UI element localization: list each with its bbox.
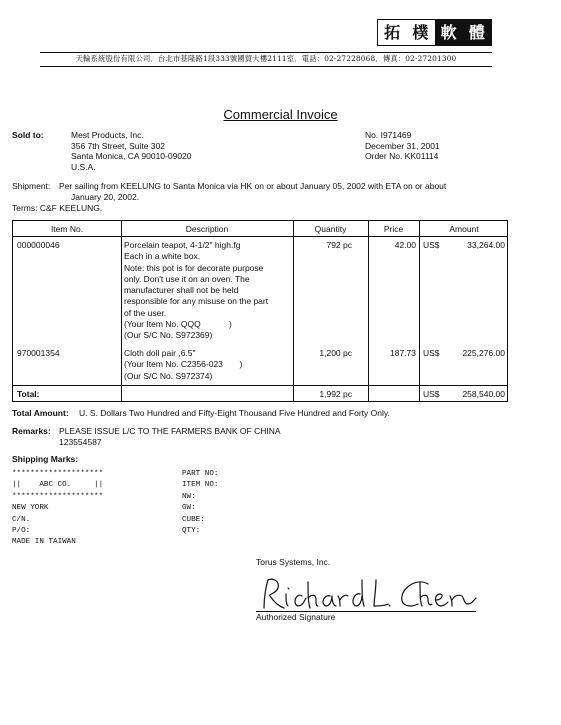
terms: Terms: C&F KEELUNG. [12, 203, 103, 213]
shipping-mark-line: ******************** [12, 492, 104, 501]
invoice-info [365, 130, 440, 162]
shipping-mark-line: CUBE: [182, 515, 205, 524]
total-amount-value: 258,540.00 [462, 389, 505, 399]
shipment-line-2: January 20, 2002. [71, 192, 140, 202]
invoice-table [12, 220, 508, 402]
total-label: Total: [17, 389, 40, 399]
shipping-mark-line: NEW YORK [12, 504, 49, 513]
shipping-mark-line: GW: [182, 504, 196, 513]
sold-to-address [71, 130, 192, 173]
column-divider [419, 221, 420, 401]
document-title: Commercial Invoice [223, 107, 338, 122]
column-divider [121, 221, 122, 401]
total-quantity: 1,992 pc [319, 389, 352, 399]
description-line: (Our S/C No. S972369) [124, 330, 213, 341]
row-2-item-no: 970001354 [17, 348, 60, 358]
shipping-marks-right [182, 469, 218, 537]
description-line: Cloth doll pair ,6.5" [124, 348, 196, 358]
remarks-line-2: 123554587 [59, 437, 102, 447]
row-1-description [124, 240, 292, 342]
row-1-item-no: 000000046 [17, 240, 60, 250]
logo-char-3: 軟 [435, 20, 463, 45]
row-2-currency: US$ [423, 348, 440, 358]
total-currency: US$ [423, 389, 440, 399]
row-2-price: 187.73 [390, 348, 416, 358]
header-price: Price [383, 224, 404, 234]
logo-char-1: 拓 [384, 22, 401, 42]
invoice-date: December 31, 2001 [365, 140, 440, 151]
sold-to-line: 356 7th Street, Suite 302 [71, 140, 166, 151]
logo-char-4: 體 [463, 20, 491, 45]
shipment-line-1: Per sailing from KEELUNG to Santa Monica via HK on or about January 05, 2002 with ETA on or about [59, 181, 447, 191]
order-number: Order No. KK01114 [365, 151, 439, 162]
company-logo [377, 19, 492, 46]
row-1-price: 42.00 [394, 240, 416, 250]
header-description: Description [185, 224, 229, 234]
row-1-currency: US$ [423, 240, 440, 250]
invoice-number: No. I971469 [365, 130, 412, 140]
total-amount-text: U. S. Dollars Two Hundred and Fifty-Eight Thousand Five Hundred and Forty Only. [79, 408, 390, 418]
description-line: (Our S/C No. S972374) [124, 370, 213, 381]
header-quantity: Quantity [314, 224, 347, 234]
shipment-label: Shipment: [12, 181, 51, 191]
sold-to-line: Mest Products, Inc. [71, 130, 144, 140]
sold-to-line: Santa Monica, CA 90010-09020 [71, 151, 192, 162]
row-2-amount: 225,276.00 [462, 348, 505, 358]
description-line: (Your Item No. C2356-023 ) [124, 359, 243, 370]
header-divider [13, 236, 507, 237]
description-line: of the user. [124, 307, 167, 318]
shipping-mark-line: QTY: [182, 527, 201, 536]
header-item-no: Item No. [50, 224, 84, 234]
description-line: responsible for any misuse on the part [124, 296, 269, 307]
logo-char-2: 樸 [412, 22, 429, 42]
total-divider [13, 385, 507, 386]
row-2-description [124, 348, 292, 382]
shipping-mark-line: MADE IN TAIWAN [12, 538, 76, 547]
shipping-marks-left [12, 469, 103, 549]
row-1-quantity: 792 pc [326, 240, 352, 250]
description-line: manufacturer shall not be held [124, 285, 239, 296]
header-rule-top [40, 52, 492, 53]
shipping-mark-line: C/N. [12, 515, 31, 524]
signature-caption: Authorized Signature [256, 612, 336, 622]
shipping-mark-line: ******************** [12, 470, 104, 478]
shipping-mark-line: P/O: [12, 527, 31, 536]
description-line: Each in a white box. [124, 251, 201, 262]
description-line: Porcelain teapot, 4-1/2" high.fg [124, 240, 241, 250]
description-line: only. Don't use it on an oven. The [124, 273, 250, 284]
signature-company: Torus Systems, Inc. [256, 557, 331, 567]
shipping-marks-label: Shipping Marks: [12, 454, 79, 464]
shipping-mark-line: || ABC CO. || [12, 481, 104, 490]
row-2-quantity: 1,200 pc [319, 348, 352, 358]
remarks-line-1: PLEASE ISSUE L/C TO THE FARMERS BANK OF CHINA [59, 426, 281, 436]
row-1-amount: 33,264.00 [467, 240, 505, 250]
remarks-label: Remarks: [12, 426, 51, 436]
sold-to-line: U.S.A. [71, 161, 96, 172]
shipping-mark-line: ITEM NO: [182, 481, 219, 490]
sold-to-label: Sold to: [12, 130, 44, 140]
header-amount: Amount [449, 224, 479, 234]
total-amount-label: Total Amount: [12, 408, 69, 418]
handwritten-signature [258, 574, 478, 616]
description-line: (Your Item No. QQQ ) [124, 319, 232, 330]
description-line: Note: this pot is for decorate purpose [124, 262, 264, 273]
header-rule-bottom [40, 66, 492, 67]
shipping-mark-line: PART NO: [182, 470, 219, 478]
shipping-mark-line: NW: [182, 492, 196, 501]
company-address-line: 天輪系統股份有限公司．台北市基隆路1段333號國貿大樓2111室．電話：02-27228068．傳真：02-27201300 [75, 54, 457, 63]
